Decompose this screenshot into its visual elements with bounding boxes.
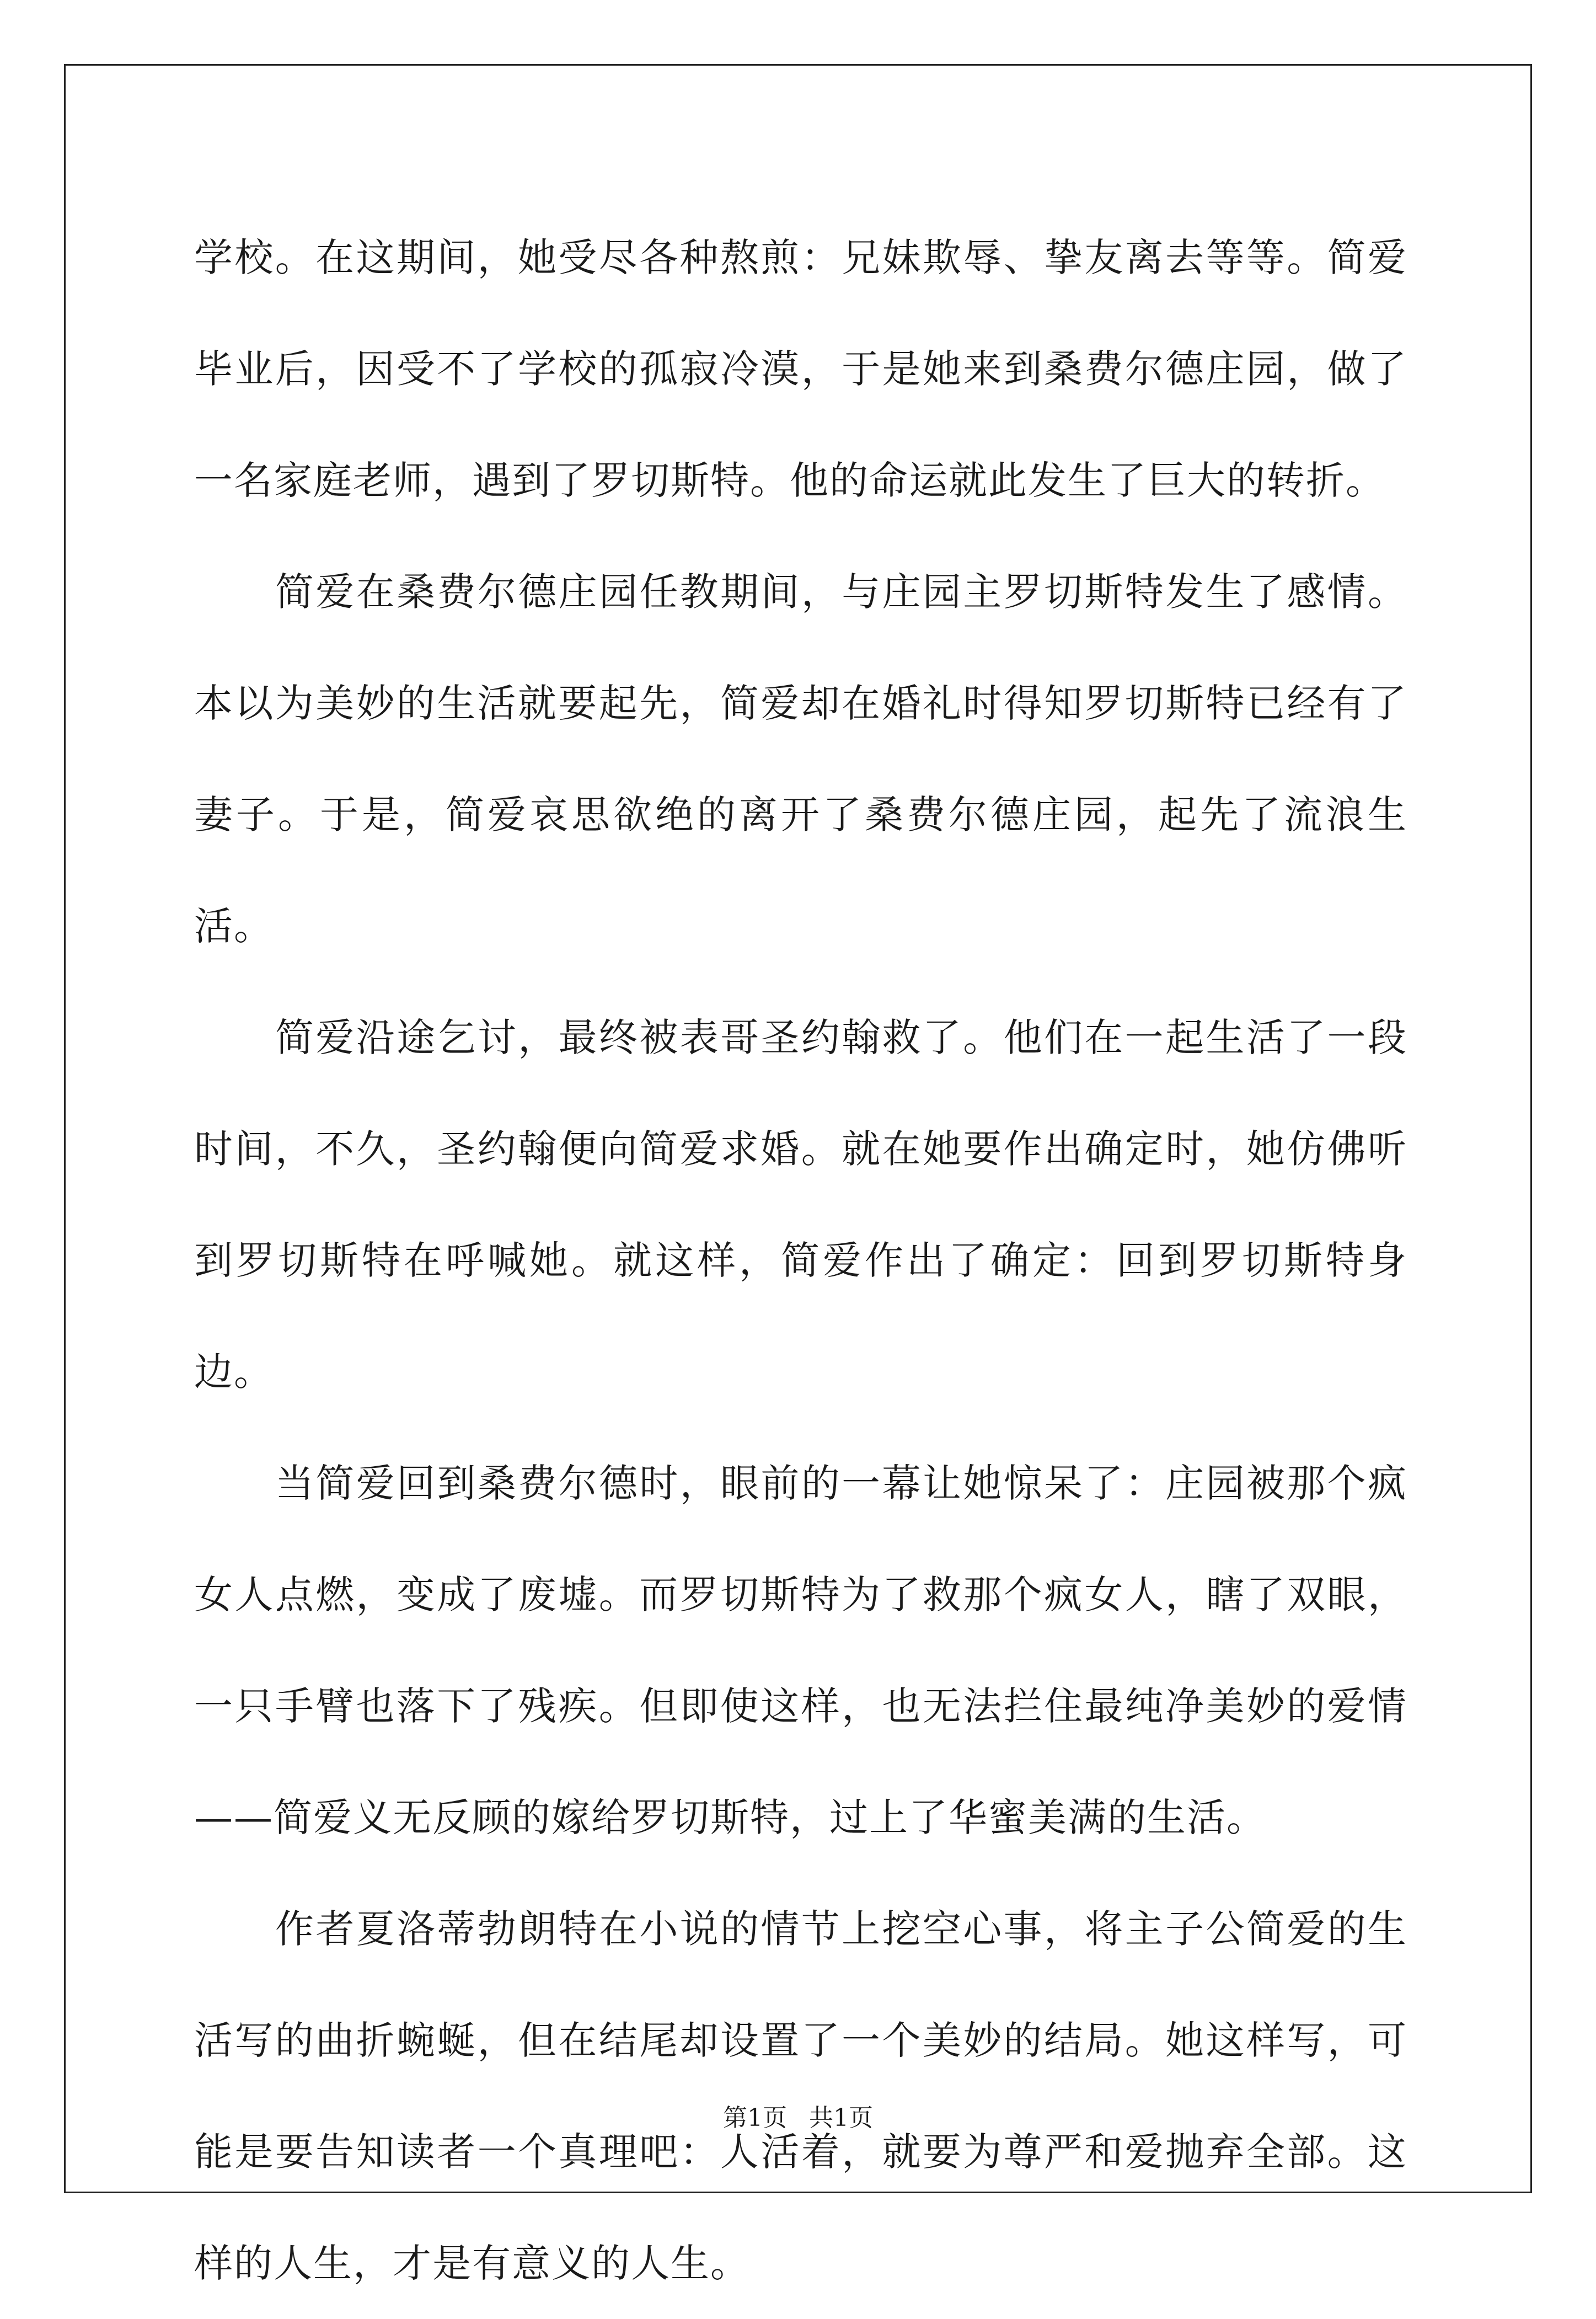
document-body bbox=[194, 202, 1407, 2319]
page-total: 共1页 bbox=[809, 2104, 873, 2132]
page-number: 第1页 bbox=[723, 2104, 787, 2132]
paragraph-2: 简爱在桑费尔德庄园任教期间，与庄园主罗切斯特发生了感情。本以为美妙的生活就要起先，简爱却在婚礼时得知罗切斯特已经有了妻子。于是，简爱哀思欲绝的离开了桑费尔德庄园，起先了流浪生活。 bbox=[194, 569, 1407, 949]
page-footer bbox=[0, 2102, 1596, 2135]
paragraph-4: 当简爱回到桑费尔德时，眼前的一幕让她惊呆了：庄园被那个疯女人点燃，变成了废墟。而罗切斯特为了救那个疯女人，瞎了双眼，一只手臂也落下了残疾。但即使这样，也无法拦住最纯净美妙的爱情——简爱义无反顾的嫁给罗切斯特，过上了华蜜美满的生活。 bbox=[194, 1461, 1407, 1840]
paragraph-3: 简爱沿途乞讨，最终被表哥圣约翰救了。他们在一起生活了一段时间，不久，圣约翰便向简爱求婚。就在她要作出确定时，她仿佛听到罗切斯特在呼喊她。就这样，简爱作出了确定：回到罗切斯特身边。 bbox=[194, 1015, 1407, 1394]
paragraph-1: 学校。在这期间，她受尽各种熬煎：兄妹欺辱、挚友离去等等。简爱毕业后，因受不了学校的孤寂冷漠，于是她来到桑费尔德庄园，做了一名家庭老师，遇到了罗切斯特。他的命运就此发生了巨大的转折。 bbox=[194, 235, 1407, 503]
paragraph-5: 作者夏洛蒂勃朗特在小说的情节上挖空心事，将主子公简爱的生活写的曲折蜿蜒，但在结尾却设置了一个美妙的结局。她这样写，可能是要告知读者一个真理吧：人活着，就要为尊严和爱抛弃全部。这样的人生，才是有意义的人生。 bbox=[194, 1906, 1407, 2286]
